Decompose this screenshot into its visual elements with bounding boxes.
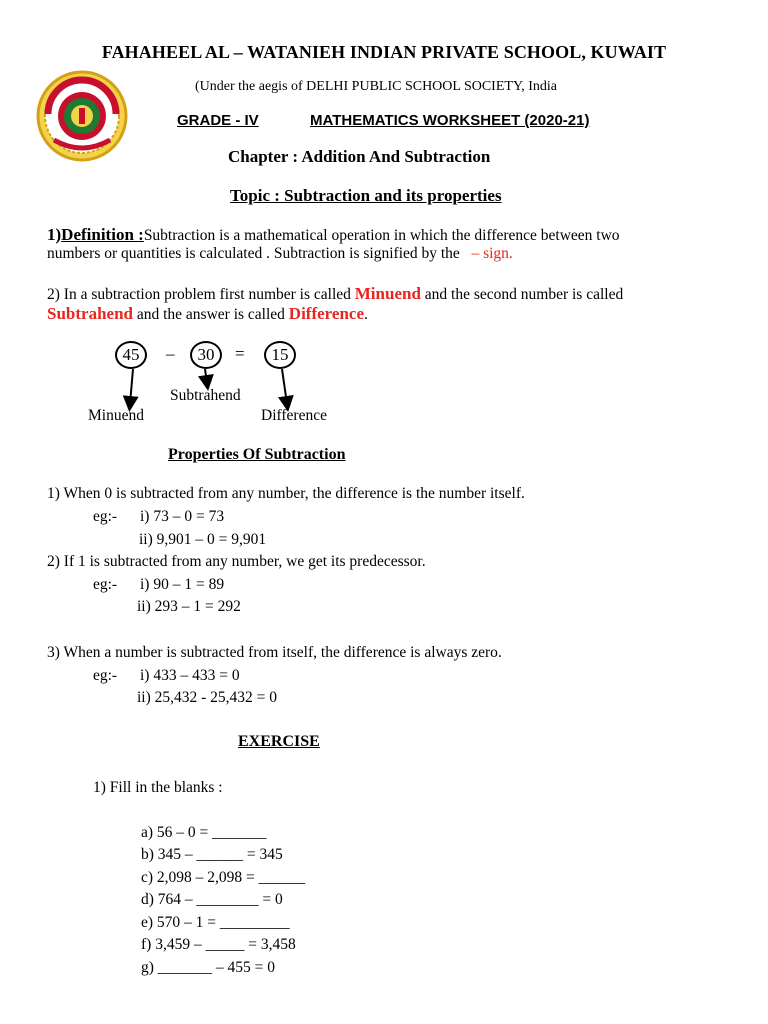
property-2-example-1: i) 90 – 1 = 89 [140, 576, 225, 593]
definition-text-2: numbers or quantities is calculated . Subtraction is signified by the [47, 245, 460, 262]
term-subtrahend: Subtrahend [47, 304, 133, 323]
topic-heading: Topic : Subtraction and its properties [230, 186, 502, 205]
term-difference: Difference [288, 304, 364, 323]
exercise-question-1: 1) Fill in the blanks : [93, 779, 223, 796]
property-2-text: 2) If 1 is subtracted from any number, we get its predecessor. [47, 553, 426, 570]
properties-heading: Properties Of Subtraction [168, 446, 346, 463]
exercise-heading: EXERCISE [238, 733, 320, 750]
property-1-text: 1) When 0 is subtracted from any number, the difference is the number itself. [47, 485, 525, 502]
school-name: FAHAHEEL AL – WATANIEH INDIAN PRIVATE SCHOOL, KUWAIT [101, 42, 667, 62]
property-3-text: 3) When a number is subtracted from itself, the difference is always zero. [47, 644, 502, 661]
minuend-circle: 45 [115, 341, 147, 369]
exercise-item-a: a) 56 – 0 = _______ [141, 824, 267, 841]
terms-intro: 2) In a subtraction problem first number is called [47, 286, 351, 303]
definition-label: Definition : [61, 225, 144, 244]
equals-operator: = [235, 344, 245, 363]
property-1-example-2: ii) 9,901 – 0 = 9,901 [139, 531, 267, 548]
exercise-item-d: d) 764 – ________ = 0 [141, 891, 283, 908]
difference-arrow [282, 369, 287, 404]
term-minuend: Minuend [354, 284, 421, 303]
property-2-example-2: ii) 293 – 1 = 292 [137, 598, 241, 615]
minus-operator: – [166, 344, 175, 363]
grade-label: GRADE - IV [177, 112, 259, 129]
terms-end: . [364, 306, 368, 323]
subtrahend-circle: 30 [190, 341, 222, 369]
exercise-item-g: g) _______ – 455 = 0 [141, 959, 276, 976]
property-3-example-1: i) 433 – 433 = 0 [140, 667, 240, 684]
exercise-item-c: c) 2,098 – 2,098 = ______ [141, 869, 306, 886]
terms-mid: and the second number is called [424, 286, 624, 303]
difference-circle: 15 [264, 341, 296, 369]
exercise-item-b: b) 345 – ______ = 345 [141, 846, 283, 863]
property-3-eg: eg:- [93, 667, 118, 684]
minuend-arrow [130, 369, 133, 404]
minus-sign-text: – sign. [471, 245, 513, 262]
minuend-label: Minuend [88, 407, 144, 424]
exercise-item-f: f) 3,459 – _____ = 3,458 [141, 936, 296, 953]
terms-mid-2: and the answer is called [136, 306, 285, 323]
difference-label: Difference [261, 407, 327, 424]
exercise-item-e: e) 570 – 1 = _________ [141, 914, 290, 931]
worksheet-title: MATHEMATICS WORKSHEET (2020-21) [310, 112, 590, 129]
chapter-heading: Chapter : Addition And Subtraction [228, 147, 491, 166]
definition-number: 1) [47, 225, 62, 244]
definition-text-1: Subtraction is a mathematical operation in which the difference between two [143, 227, 620, 244]
property-1-eg: eg:- [93, 508, 118, 525]
aegis-text: (Under the aegis of DELHI PUBLIC SCHOOL SOCIETY, India [195, 79, 558, 94]
property-1-example-1: i) 73 – 0 = 73 [140, 508, 225, 525]
subtrahend-arrow [205, 369, 207, 383]
property-2-eg: eg:- [93, 576, 118, 593]
subtrahend-label: Subtrahend [170, 387, 241, 404]
property-3-example-2: ii) 25,432 - 25,432 = 0 [137, 689, 278, 706]
